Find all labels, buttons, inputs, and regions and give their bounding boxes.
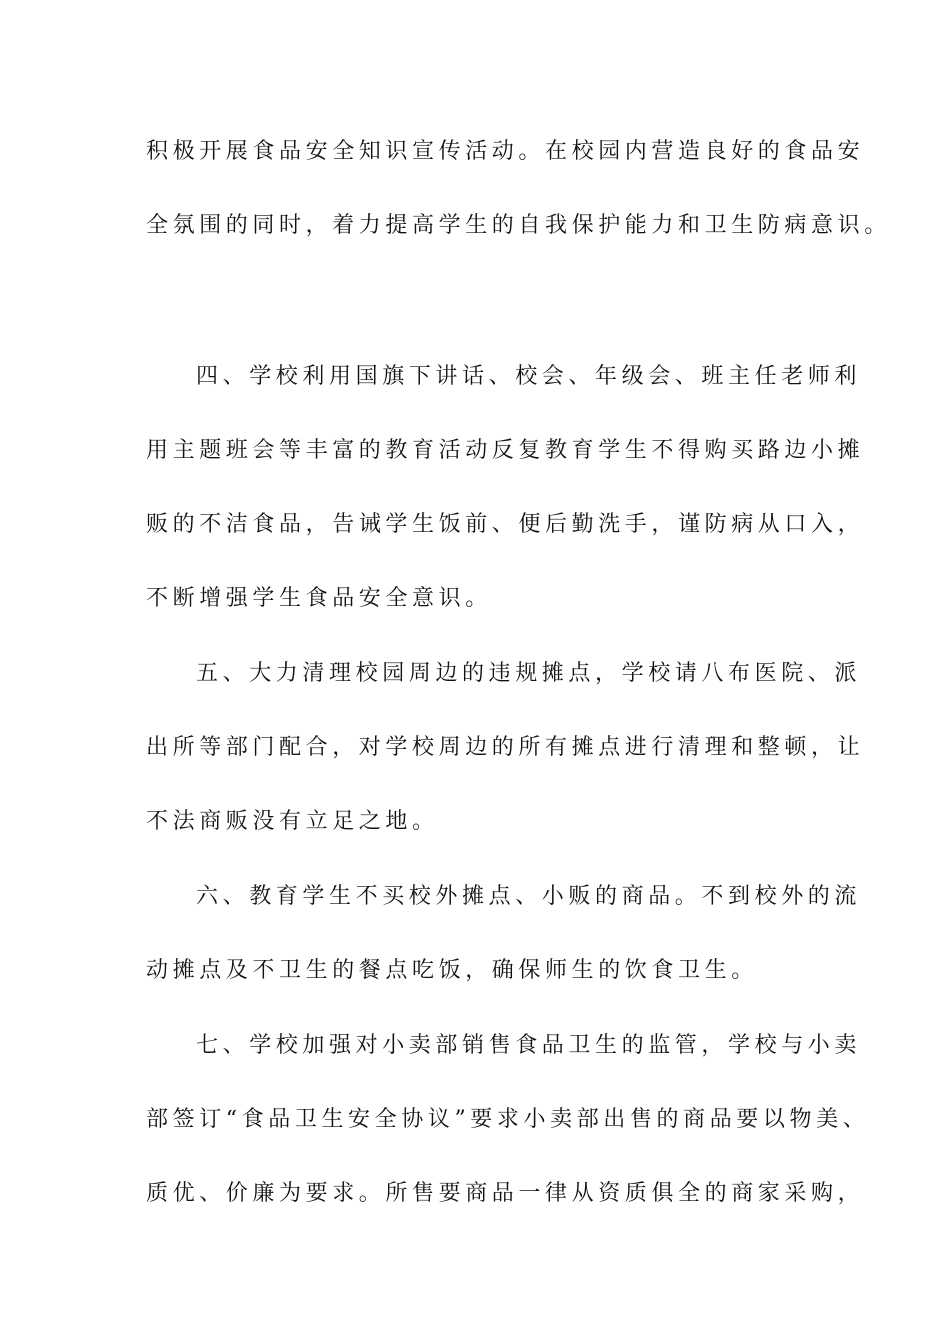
paragraph-7-line-2: 部签订“食品卫生安全协议”要求小卖部出售的商品要以物美、 [146, 1107, 870, 1132]
text-line-1: 积极开展食品安全知识宣传活动。在校园内营造良好的食品安 [146, 139, 865, 164]
paragraph-5-line-1: 五、大力清理校园周边的违规摊点，学校请八布医院、派 [196, 661, 862, 686]
paragraph-4-line-3: 贩的不洁食品，告诫学生饭前、便后勤洗手，谨防病从口入， [146, 512, 865, 537]
paragraph-7-line-3: 质优、价廉为要求。所售要商品一律从资质俱全的商家采购， [146, 1181, 865, 1206]
paragraph-5-line-2: 出所等部门配合，对学校周边的所有摊点进行清理和整顿，让 [146, 735, 865, 760]
paragraph-4-line-4: 不断增强学生食品安全意识。 [146, 586, 492, 611]
paragraph-4-line-1: 四、学校利用国旗下讲话、校会、年级会、班主任老师利 [196, 364, 862, 389]
paragraph-6-line-1: 六、教育学生不买校外摊点、小贩的商品。不到校外的流 [196, 884, 862, 909]
paragraph-5-line-3: 不法商贩没有立足之地。 [146, 809, 439, 834]
text-line-2: 全氛围的同时，着力提高学生的自我保护能力和卫生防病意识。 [146, 213, 891, 238]
paragraph-6-line-2: 动摊点及不卫生的餐点吃饭，确保师生的饮食卫生。 [146, 958, 758, 983]
paragraph-7-line-1: 七、学校加强对小卖部销售食品卫生的监管，学校与小卖 [196, 1033, 862, 1058]
paragraph-4-line-2: 用主题班会等丰富的教育活动反复教育学生不得购买路边小摊 [146, 438, 865, 463]
